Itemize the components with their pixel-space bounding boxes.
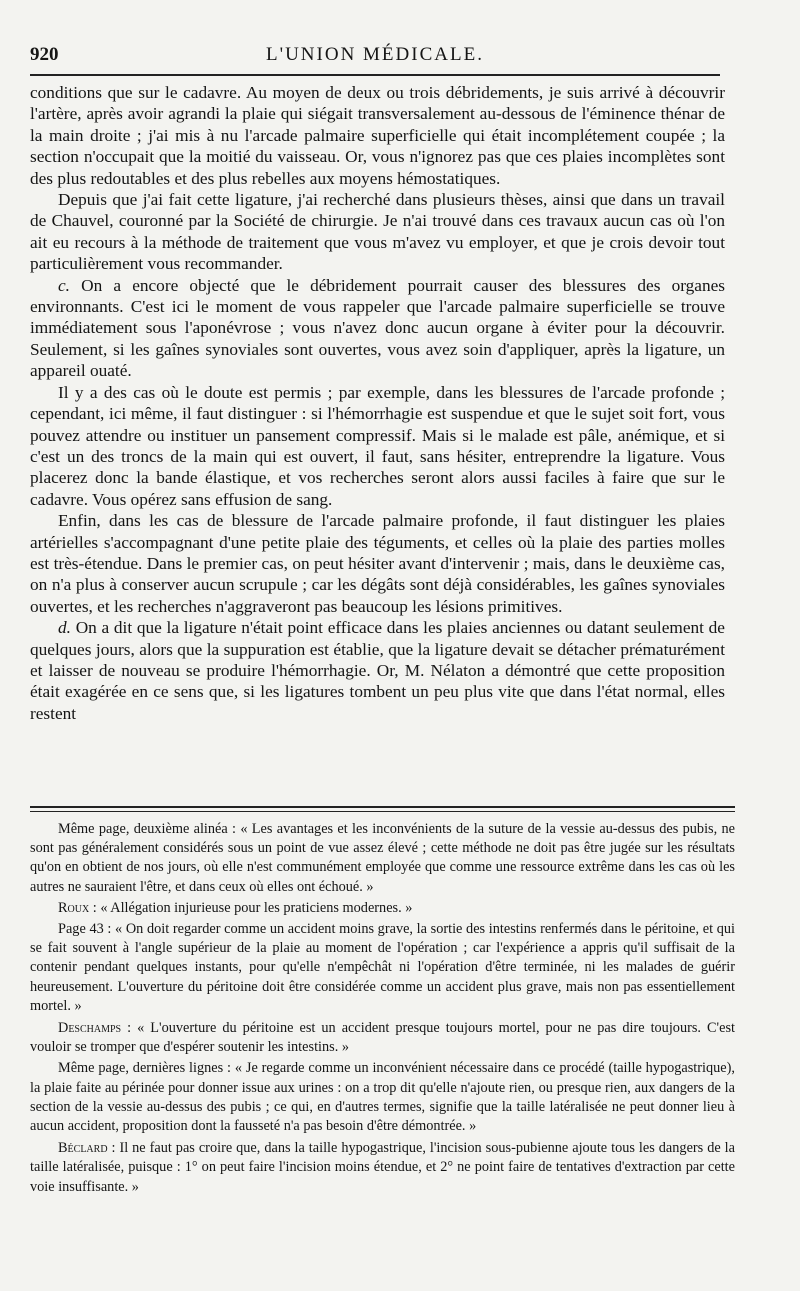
paragraph-d bbox=[30, 617, 725, 724]
page-number: 920 bbox=[30, 44, 59, 65]
note-text: « Allégation injurieuse pour les praticiens modernes. » bbox=[100, 899, 413, 916]
note-author: Béclard : bbox=[58, 1140, 116, 1157]
footnote-block bbox=[30, 820, 735, 1199]
note: Même page, dernières lignes : « Je regarde comme un inconvénient nécessaire dans ce procédé (taille hypogastrique), la plaie faite au périnée pour donner issue aux urines : on a trop dit qu'elle n'ajoute rien, ou presque rien, aux dangers de la section de la vessie au-dessus des pubis ; ce qui, en d'autres termes, signifie que la taille latéralisée ne peut donner lieu à aucun accident, proposition dont la fausseté n'a pas besoin d'être démontrée. » bbox=[30, 1060, 735, 1135]
footnote-rule-top bbox=[30, 806, 735, 808]
journal-title: L'UNION MÉDICALE. bbox=[266, 44, 484, 65]
note-author: Roux : bbox=[58, 899, 97, 916]
note bbox=[30, 1019, 735, 1057]
page-header bbox=[30, 42, 720, 72]
note bbox=[30, 1139, 735, 1197]
section-letter: c. bbox=[58, 275, 70, 295]
paragraph: Depuis que j'ai fait cette ligature, j'ai recherché dans plusieurs thèses, ainsi que dans un travail de Chauvel, couronné par la Société de chirurgie. Je n'ai trouvé dans ces travaux aucun cas où l'on ait eu recours à la méthode de traitement que vous m'avez vu employer, et que je crois devoir tout particulièrement vous recommander. bbox=[30, 190, 725, 274]
header-rule bbox=[30, 74, 720, 76]
paragraph-text: On a encore objecté que le débridement pourrait causer des blessures des organes environnants. C'est ici le moment de vous rappeler que l'arcade palmaire superficielle se trouve immédiatement sous l'aponévrose ; vous n'avez donc aucun organe à éviter pour la découvrir. Seulement, si les gaînes synoviales sont ouvertes, vous avez soin d'appliquer, après la ligature, un appareil ouaté. bbox=[30, 275, 725, 381]
note bbox=[30, 899, 735, 918]
paragraph-c bbox=[30, 275, 725, 382]
note-author: Deschamps : bbox=[58, 1020, 132, 1037]
main-text bbox=[30, 82, 725, 724]
footnote-rule-bottom bbox=[30, 811, 735, 812]
note-text: Il ne faut pas croire que, dans la taille hypogastrique, l'incision sous-pubienne ajoute tous les dangers de la taille latéralisée, puisque : 1° on peut faire l'incision moins étendue, et 2° ne point faire de tentatives d'extraction par cette voie insuffisante. » bbox=[30, 1140, 735, 1195]
paragraph-text: On a dit que la ligature n'était point efficace dans les plaies anciennes ou datant seulement de quelques jours, alors que la suppuration est établie, que la ligature devait se détacher prématurément et laisser de nouveau se produire l'hémorrhagie. Or, M. Nélaton a démontré que cette proposition était exagérée en ce sens que, si les ligatures tombent un peu plus vite que dans l'état normal, elles restent bbox=[30, 618, 725, 723]
section-letter: d. bbox=[58, 618, 71, 638]
paragraph: Il y a des cas où le doute est permis ; par exemple, dans les blessures de l'arcade profonde ; cependant, ici même, il faut distinguer : si l'hémorrhagie est suspendue et que le sujet soit fort, vous pouvez attendre ou instituer un pansement compressif. Mais si le malade est pâle, anémique, et si c'est un des troncs de la main qui est ouvert, il faut, sans hésiter, entreprendre la ligature. Vous placerez donc la bande élastique, et vos recherches seront alors aussi faciles à faire que sur le cadavre. Vous opérez sans effusion de sang. bbox=[30, 382, 725, 509]
paragraph: Enfin, dans les cas de blessure de l'arcade palmaire profonde, il faut distinguer les plaies artérielles s'accompagnant d'une petite plaie des téguments, et celles où la plaie des parties molles est très-étendue. Dans le premier cas, on peut hésiter avant d'intervenir ; mais, dans le deuxième cas, on n'a plus à conserver aucun scrupule ; car les dégâts sont déjà considérables, les gaînes synoviales ouvertes, et les recherches n'aggraveront pas beaucoup les lésions primitives. bbox=[30, 511, 725, 616]
note: Page 43 : « On doit regarder comme un accident moins grave, la sortie des intestins renfermés dans le péritoine, et qui se fait souvent à l'angle supérieur de la plaie au moment de l'opération ; car l'expérience a appris qu'il suffisait de la contenir pendant quelques instants, pour qu'elle n'empêchât ni l'opération d'être terminée, ni les malades de guérir heureusement. L'ouverture du péritoine doit être considérée comme un accident plus grave, mais non pas essentiellement mortel. » bbox=[30, 921, 735, 1014]
note: Même page, deuxième alinéa : « Les avantages et les inconvénients de la suture de la vessie au-dessus des pubis, ne sont pas généralement considérés sous un point de vue assez élevé ; cette méthode ne doit pas être jugée sur les résultats qu'on en obtient de nos jours, où elle n'est communément employée que comme une ressource extrême dans les cas où les autres ne sauraient l'être, et dans ceux où elles ont échoué. » bbox=[30, 821, 735, 895]
note-text: « L'ouverture du péritoine est un accident presque toujours mortel, pour ne pas dire toujours. C'est vouloir se tromper que d'espérer soutenir les intestins. » bbox=[30, 1020, 736, 1056]
paragraph: conditions que sur le cadavre. Au moyen de deux ou trois débridements, je suis arrivé à découvrir l'artère, après avoir agrandi la plaie qui siégait transversalement au-dessous de l'éminence thénar de la main droite ; j'ai mis à nu l'arcade palmaire superficielle qui était incomplétement coupée ; la section n'occupait que la moitié du vaisseau. Or, vous n'ignorez pas que ces plaies incomplètes sont des plus redoutables et des plus rebelles aux moyens hémostatiques. bbox=[30, 83, 725, 188]
